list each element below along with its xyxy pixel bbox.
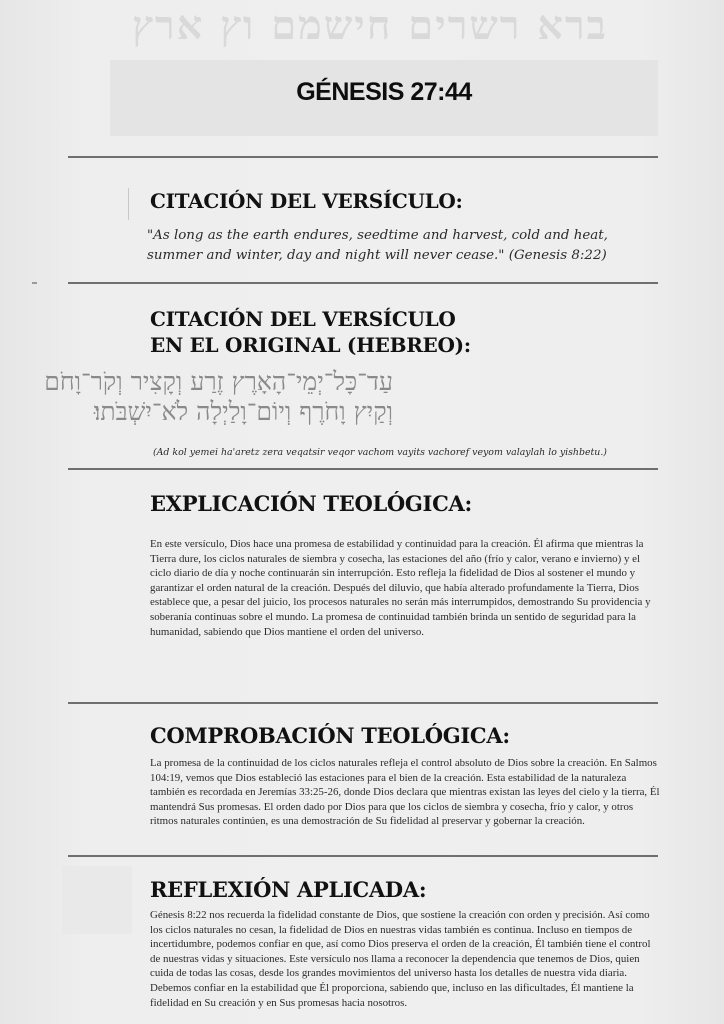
divider-citation xyxy=(68,282,658,284)
explanation-body: En este versículo, Dios hace una promesa de estabilidad y continuidad para la creación. Él afirma que mientras la Tierra dure, los ciclos naturales de siembra y cosecha, las estaciones del año (frío y calor, verano e invierno) y el ciclo diario de día y noche continuarán sin interrupción. Esto refleja la fidelidad de Dios al sostener el mundo y garantizar el orden natural de la creación. Después del diluvio, que había alterado profundamente la Tierra, Dios establece que, a pesar del juicio, los procesos naturales no serán más interrumpidos, demostrando Su providencia y soberanía continuas sobre el mundo. La promesa de continuidad también brinda un sentido de seguridad para la humanidad, sabiendo que Dios mantiene el orden del universo. xyxy=(150,538,651,638)
divider-original xyxy=(68,468,658,470)
blank-placeholder-box xyxy=(62,866,132,934)
verification-heading: COMPROBACIÓN TEOLÓGICA: xyxy=(150,723,510,748)
verification-body: La promesa de la continuidad de los ciclos naturales refleja el control absoluto de Dios sobre la creación. En Salmos 104:19, vemos que Dios estableció las estaciones para el bien de la creación. Esta estabilidad de la naturaleza también es recordada en Jeremías 33:25-26, donde Dios declara que mientras existan las leyes del cielo y la tierra, Él mantendrá Sus promesas. El orden dado por Dios para que los ciclos de siembra y cosecha, frío y calor, y otros ritmos naturales continúen, es una demostración de Su fidelidad al preservar y gobernar la creación. xyxy=(150,757,660,828)
explanation-heading: EXPLICACIÓN TEOLÓGICA: xyxy=(150,491,472,516)
hebrew-watermark-banner: ברא רשרים חישמם וץ ארץ xyxy=(132,2,608,49)
citation-heading: CITACIÓN DEL VERSÍCULO: xyxy=(150,189,463,213)
hebrew-verse-line2: וְקַיִץ וָחֹרֶף וְיוֹם־וָלַיְלָה לֹא־יִשְׁבֹּתוּ׃ xyxy=(93,397,393,426)
reflection-heading: REFLEXIÓN APLICADA: xyxy=(150,877,427,902)
divider-explanation xyxy=(68,702,658,704)
divider-top xyxy=(68,156,658,158)
quote-bar-mark xyxy=(128,188,129,220)
hebrew-verse-line1: עַד־כָּל־יְמֵי־הָאָרֶץ זֶרַע וְקָצִיר וְקֹר־וָחֹם xyxy=(44,367,393,396)
original-heading xyxy=(150,306,471,358)
margin-tick-mark xyxy=(32,282,37,284)
original-heading-line1: CITACIÓN DEL VERSÍCULO xyxy=(150,307,456,331)
reflection-body: Génesis 8:22 nos recuerda la fidelidad constante de Dios, que sostiene la creación con orden y precisión. Así como los ciclos naturales no cesan, la fidelidad de Dios en nuestras vidas también es continua. Incluso en tiempos de incertidumbre, podemos confiar en que, así como Dios preserva el orden de la creación, Él también tiene el control de nuestras vidas y situaciones. Este versículo nos llama a reconocer la dependencia que tenemos de Dios, quien cuida de todas las cosas, desde los grandes movimientos del universo hasta los detalles de nuestra vida diaria. Debemos confiar en la estabilidad que Él proporciona, sabiendo que, incluso en las dificultades, Él mantiene la fidelidad en Su creación y en Sus promesas hacia nosotros. xyxy=(150,909,651,1009)
original-heading-line2: EN EL ORIGINAL (HEBREO): xyxy=(150,333,471,357)
divider-verification xyxy=(68,855,658,857)
page-title: GÉNESIS 27:44 xyxy=(296,78,472,106)
hebrew-verse xyxy=(44,367,393,427)
transliteration: (Ad kol yemei ha'aretz zera veqatsir veqor vachom vayits vachoref veyom valaylah lo yishbetu.) xyxy=(153,447,607,458)
verse-quote: "As long as the earth endures, seedtime and harvest, cold and heat, summer and winter, day and night will never cease." (Genesis 8:22) xyxy=(147,228,608,263)
